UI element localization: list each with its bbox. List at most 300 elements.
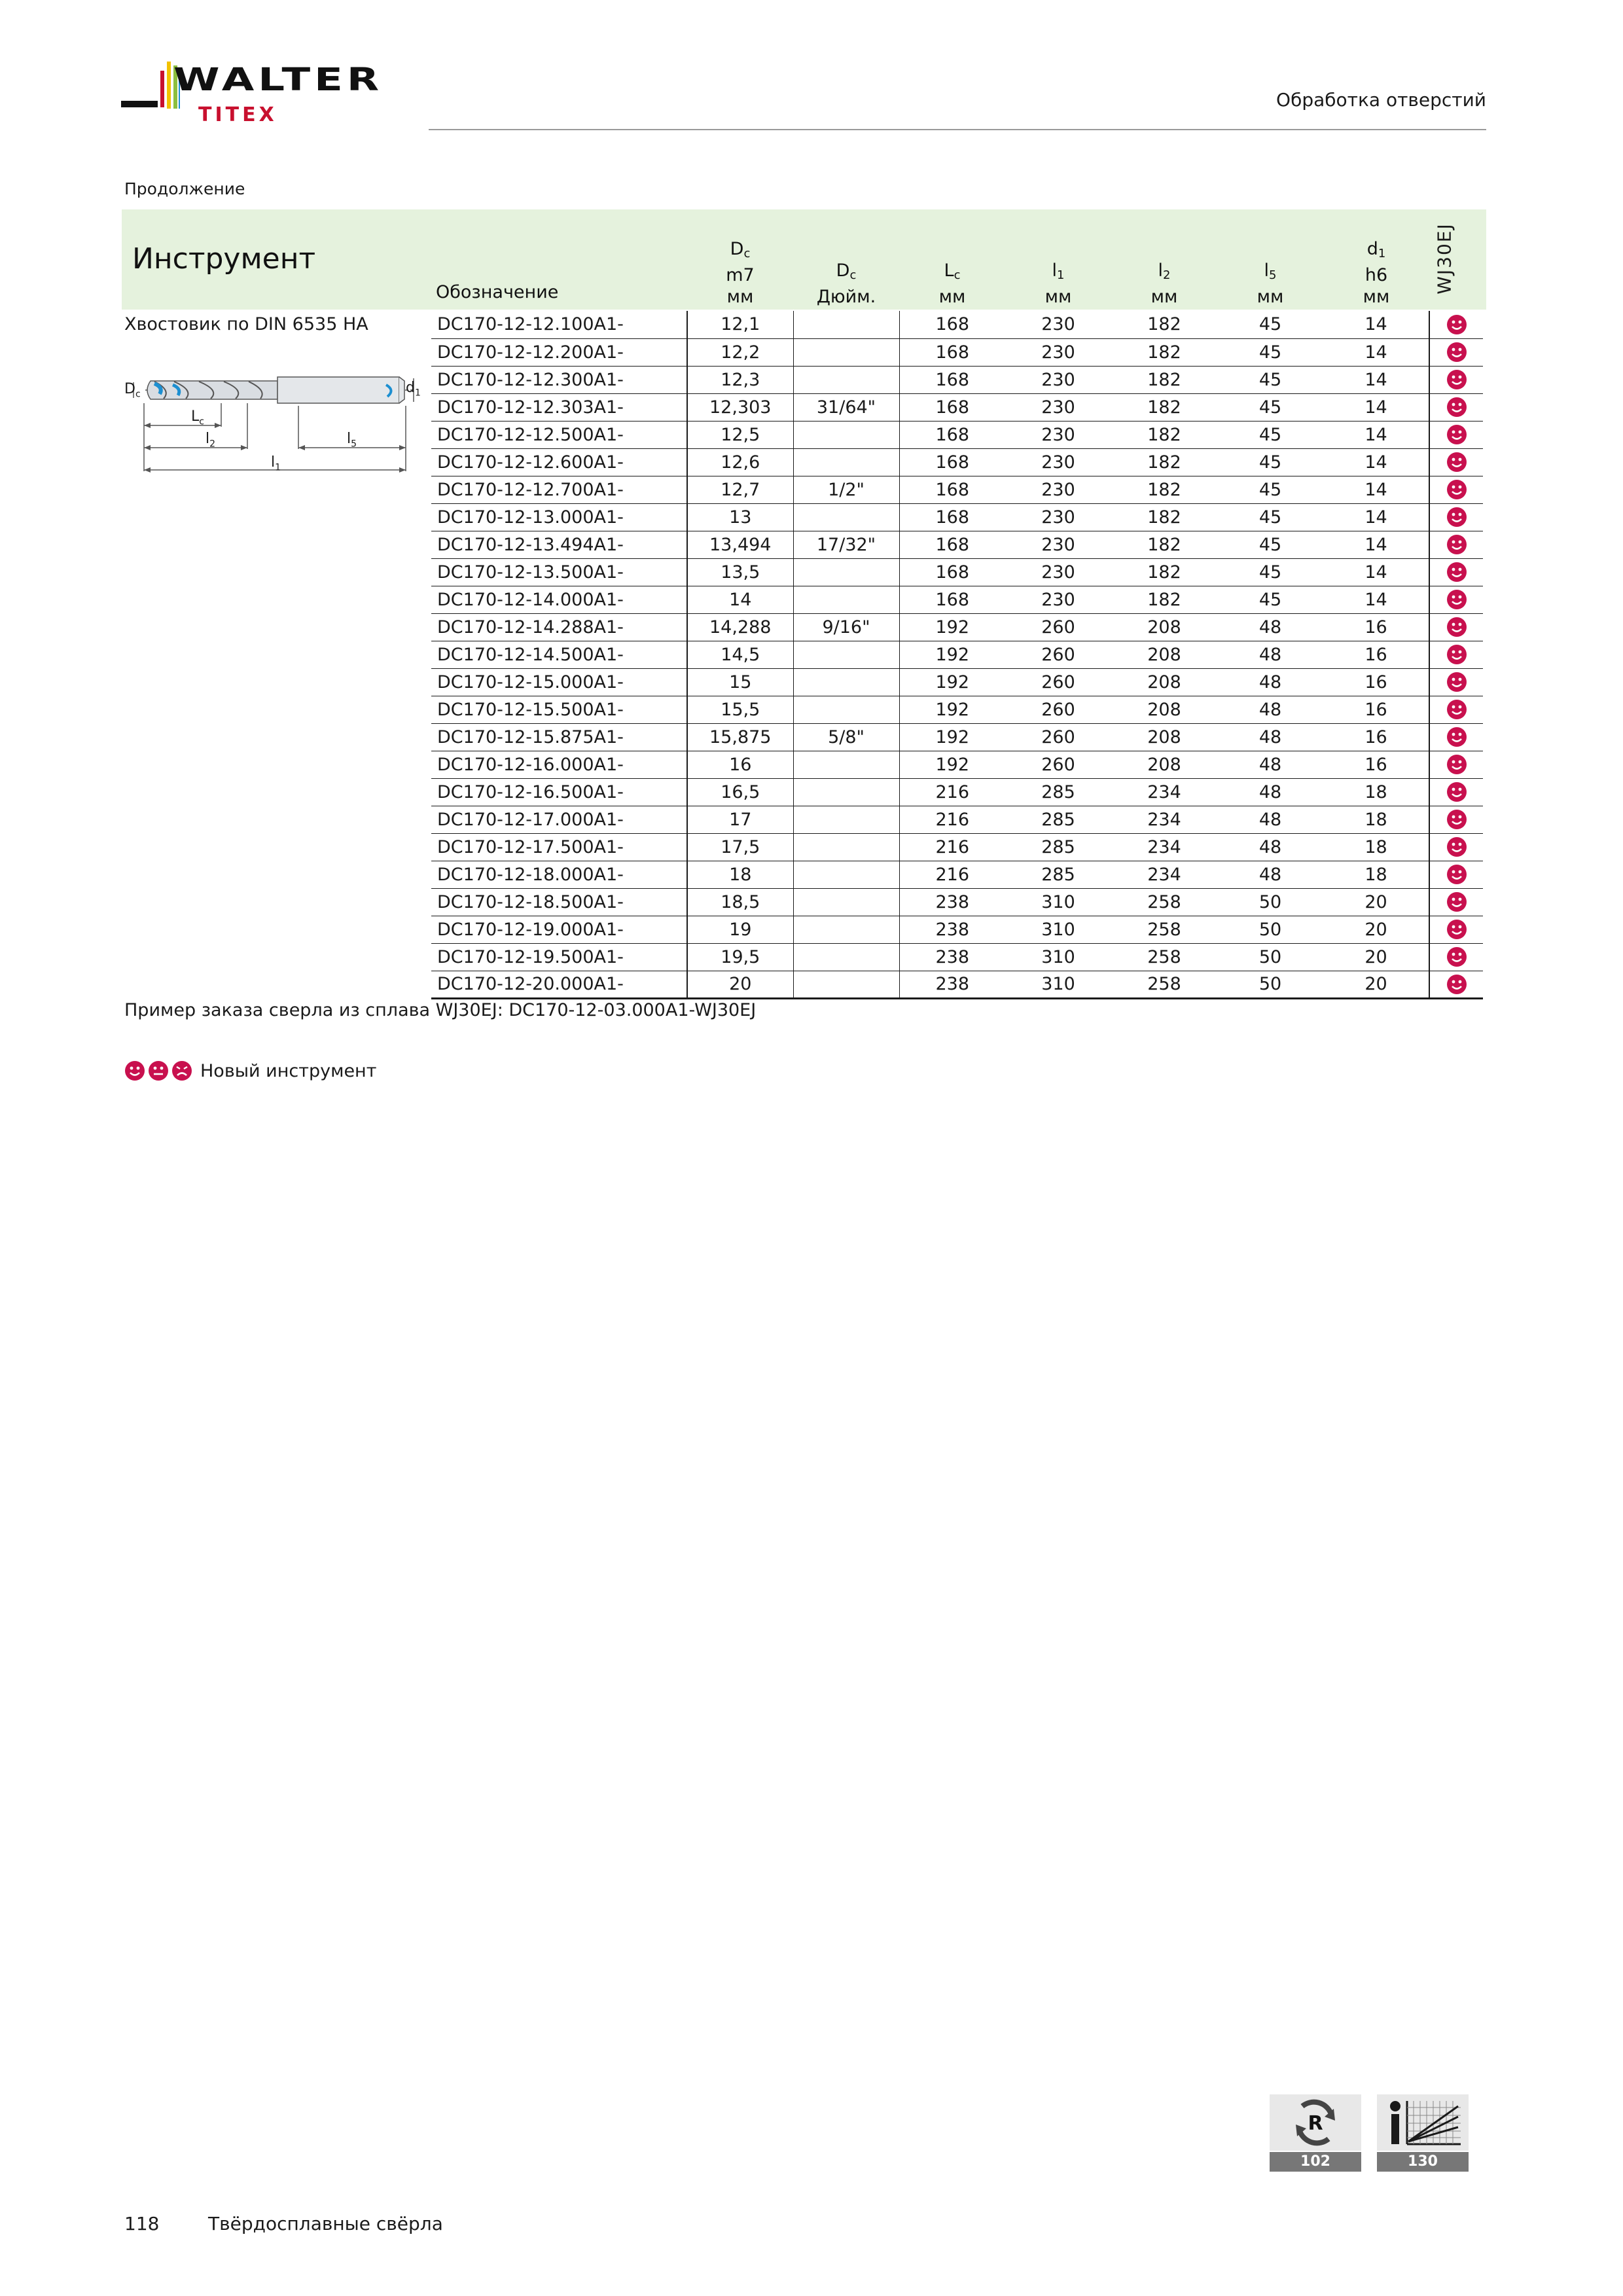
- cell-dc-metric: 17,5: [687, 833, 793, 861]
- diagram-label-dc: $D_c$: [124, 381, 141, 400]
- cell-l2: 182: [1111, 448, 1217, 476]
- cell-availability: [1429, 531, 1483, 558]
- cell-designation: DC170-12-14.288A1-: [431, 613, 687, 641]
- cell-l2: 234: [1111, 861, 1217, 888]
- cell-d1: 20: [1323, 916, 1429, 943]
- cell-lc: 168: [899, 366, 1005, 393]
- legend: [124, 1060, 376, 1081]
- cell-lc: 168: [899, 503, 1005, 531]
- cell-dc-metric: 16,5: [687, 778, 793, 806]
- cell-d1: 14: [1323, 338, 1429, 366]
- column-header-d1: $d_1$ h6 мм: [1363, 239, 1390, 307]
- cell-d1: 14: [1323, 311, 1429, 338]
- info-chart-page-ref[interactable]: 130: [1377, 2152, 1469, 2172]
- cell-dc-inch: [793, 778, 899, 806]
- cell-dc-inch: [793, 696, 899, 723]
- cell-l5: 48: [1217, 641, 1323, 668]
- cell-dc-metric: 16: [687, 751, 793, 778]
- cell-dc-metric: 14: [687, 586, 793, 613]
- cell-dc-inch: 1/2": [793, 476, 899, 503]
- cell-l2: 258: [1111, 916, 1217, 943]
- cell-l2: 182: [1111, 531, 1217, 558]
- cell-l2: 208: [1111, 696, 1217, 723]
- cell-l1: 230: [1005, 531, 1111, 558]
- cell-d1: 14: [1323, 448, 1429, 476]
- table-row: [431, 696, 1483, 723]
- smile-icon: [1446, 424, 1467, 445]
- cell-l2: 234: [1111, 778, 1217, 806]
- cell-availability: [1429, 723, 1483, 751]
- cell-l1: 285: [1005, 861, 1111, 888]
- table-row: [431, 503, 1483, 531]
- column-header-l2: $l_2$ мм: [1150, 260, 1178, 307]
- cell-l1: 260: [1005, 613, 1111, 641]
- cell-l1: 285: [1005, 778, 1111, 806]
- cell-d1: 14: [1323, 558, 1429, 586]
- cell-d1: 14: [1323, 476, 1429, 503]
- cell-dc-metric: 19,5: [687, 943, 793, 971]
- table-row: [431, 861, 1483, 888]
- cell-l5: 45: [1217, 366, 1323, 393]
- cell-lc: 216: [899, 778, 1005, 806]
- cell-designation: DC170-12-16.000A1-: [431, 751, 687, 778]
- regrind-icon: [1270, 2094, 1361, 2151]
- cell-dc-metric: 13,494: [687, 531, 793, 558]
- cell-dc-metric: 12,303: [687, 393, 793, 421]
- column-header-l5: $l_5$ мм: [1257, 260, 1284, 307]
- cell-l2: 182: [1111, 558, 1217, 586]
- cell-availability: [1429, 448, 1483, 476]
- cell-dc-metric: 18: [687, 861, 793, 888]
- cell-d1: 16: [1323, 751, 1429, 778]
- table-row: [431, 448, 1483, 476]
- cell-l5: 45: [1217, 448, 1323, 476]
- column-header-dc-metric: $D_c$ m7 мм: [726, 239, 755, 307]
- cell-dc-inch: 9/16": [793, 613, 899, 641]
- cell-l2: 182: [1111, 586, 1217, 613]
- cell-dc-inch: [793, 503, 899, 531]
- cell-l1: 230: [1005, 476, 1111, 503]
- smile-icon: [1446, 891, 1467, 912]
- table-row: [431, 778, 1483, 806]
- table-row: [431, 641, 1483, 668]
- smile-icon: [1446, 314, 1467, 335]
- cell-l1: 285: [1005, 806, 1111, 833]
- cell-dc-inch: 17/32": [793, 531, 899, 558]
- cell-dc-inch: [793, 833, 899, 861]
- smile-icon: [1446, 452, 1467, 473]
- smile-icon: [1446, 589, 1467, 610]
- cell-lc: 168: [899, 476, 1005, 503]
- table-row: [431, 971, 1483, 998]
- cell-availability: [1429, 558, 1483, 586]
- regrind-letter: R: [1308, 2112, 1323, 2135]
- table-row: [431, 888, 1483, 916]
- cell-l1: 260: [1005, 641, 1111, 668]
- order-example: Пример заказа сверла из сплава WJ30EJ: DC170-12-03.000A1-WJ30EJ: [124, 1000, 757, 1020]
- cell-l2: 208: [1111, 668, 1217, 696]
- smile-icon: [1446, 562, 1467, 583]
- table-row: [431, 916, 1483, 943]
- diagram-label-l2: $l_2$: [205, 431, 216, 450]
- cell-dc-metric: 12,3: [687, 366, 793, 393]
- smile-icon: [1446, 699, 1467, 720]
- cell-l1: 260: [1005, 723, 1111, 751]
- cell-lc: 238: [899, 943, 1005, 971]
- cell-availability: [1429, 751, 1483, 778]
- cell-designation: DC170-12-17.500A1-: [431, 833, 687, 861]
- cell-d1: 16: [1323, 613, 1429, 641]
- diagram-label-l5: $l_5$: [347, 431, 357, 450]
- diagram-label-l1: $l_1$: [271, 454, 281, 473]
- cell-availability: [1429, 641, 1483, 668]
- cell-dc-inch: [793, 943, 899, 971]
- cell-d1: 14: [1323, 531, 1429, 558]
- cell-dc-metric: 15: [687, 668, 793, 696]
- cell-lc: 192: [899, 696, 1005, 723]
- cell-designation: DC170-12-20.000A1-: [431, 971, 687, 998]
- cell-l5: 50: [1217, 916, 1323, 943]
- table-row: [431, 393, 1483, 421]
- cell-designation: DC170-12-19.000A1-: [431, 916, 687, 943]
- cell-l1: 230: [1005, 311, 1111, 338]
- cell-l1: 310: [1005, 916, 1111, 943]
- cell-lc: 168: [899, 338, 1005, 366]
- cell-lc: 168: [899, 558, 1005, 586]
- cell-l1: 230: [1005, 366, 1111, 393]
- cell-dc-metric: 13,5: [687, 558, 793, 586]
- header-section-title: Обработка отверстий: [1276, 89, 1486, 111]
- cell-availability: [1429, 338, 1483, 366]
- cell-lc: 168: [899, 421, 1005, 448]
- cell-dc-metric: 12,1: [687, 311, 793, 338]
- cell-d1: 20: [1323, 971, 1429, 998]
- cell-l1: 260: [1005, 696, 1111, 723]
- legend-text: Новый инструмент: [200, 1060, 377, 1081]
- cell-availability: [1429, 311, 1483, 338]
- cell-l5: 45: [1217, 558, 1323, 586]
- cell-dc-metric: 12,5: [687, 421, 793, 448]
- smile-icon: [1446, 864, 1467, 885]
- cell-availability: [1429, 778, 1483, 806]
- cell-d1: 18: [1323, 778, 1429, 806]
- footer-title: Твёрдосплавные свёрла: [208, 2213, 443, 2234]
- cell-dc-metric: 14,5: [687, 641, 793, 668]
- section-title: Инструмент: [132, 242, 316, 276]
- cell-l1: 310: [1005, 971, 1111, 998]
- cell-d1: 18: [1323, 861, 1429, 888]
- smile-icon: [1446, 809, 1467, 830]
- cell-availability: [1429, 668, 1483, 696]
- cell-lc: 168: [899, 311, 1005, 338]
- cell-l5: 45: [1217, 531, 1323, 558]
- cell-l2: 208: [1111, 723, 1217, 751]
- cell-dc-inch: [793, 861, 899, 888]
- cell-d1: 14: [1323, 421, 1429, 448]
- drill-table: [431, 311, 1483, 999]
- cell-availability: [1429, 696, 1483, 723]
- smile-icon: [1446, 946, 1467, 967]
- cell-l2: 234: [1111, 806, 1217, 833]
- cell-lc: 216: [899, 806, 1005, 833]
- smile-icon: [1446, 974, 1467, 995]
- cell-lc: 238: [899, 971, 1005, 998]
- cell-dc-metric: 15,5: [687, 696, 793, 723]
- cell-d1: 14: [1323, 503, 1429, 531]
- cell-dc-metric: 19: [687, 916, 793, 943]
- smile-icon: [1446, 919, 1467, 940]
- cell-l1: 310: [1005, 943, 1111, 971]
- table-row: [431, 558, 1483, 586]
- cell-lc: 168: [899, 586, 1005, 613]
- smile-icon: [1446, 479, 1467, 500]
- table-row: [431, 531, 1483, 558]
- cell-designation: DC170-12-12.200A1-: [431, 338, 687, 366]
- cell-dc-inch: 31/64": [793, 393, 899, 421]
- smile-icon: [1446, 617, 1467, 637]
- neutral-icon: [148, 1060, 169, 1081]
- cell-designation: DC170-12-12.500A1-: [431, 421, 687, 448]
- column-header-lc: $L_c$ мм: [938, 260, 966, 307]
- cell-designation: DC170-12-13.494A1-: [431, 531, 687, 558]
- cell-l1: 230: [1005, 586, 1111, 613]
- cell-l5: 48: [1217, 751, 1323, 778]
- cell-d1: 14: [1323, 393, 1429, 421]
- cell-d1: 18: [1323, 806, 1429, 833]
- cell-l2: 258: [1111, 943, 1217, 971]
- cell-lc: 192: [899, 668, 1005, 696]
- logo-subbrand: TITEX: [198, 103, 277, 126]
- cell-dc-metric: 18,5: [687, 888, 793, 916]
- cell-lc: 216: [899, 861, 1005, 888]
- smile-icon: [1446, 726, 1467, 747]
- smile-icon: [1446, 781, 1467, 802]
- cell-designation: DC170-12-12.303A1-: [431, 393, 687, 421]
- cell-availability: [1429, 916, 1483, 943]
- cell-designation: DC170-12-12.100A1-: [431, 311, 687, 338]
- column-header-dc-inch: $D_c$ Дюйм.: [816, 260, 876, 307]
- cell-l2: 182: [1111, 421, 1217, 448]
- cell-l1: 230: [1005, 338, 1111, 366]
- cell-l5: 50: [1217, 943, 1323, 971]
- cell-l1: 285: [1005, 833, 1111, 861]
- smile-icon: [1446, 836, 1467, 857]
- regrind-page-ref[interactable]: 102: [1270, 2152, 1361, 2172]
- cell-l5: 45: [1217, 393, 1323, 421]
- cell-l2: 182: [1111, 311, 1217, 338]
- cell-l5: 45: [1217, 338, 1323, 366]
- cell-dc-metric: 15,875: [687, 723, 793, 751]
- cell-l5: 48: [1217, 696, 1323, 723]
- cell-lc: 238: [899, 888, 1005, 916]
- cell-l5: 45: [1217, 503, 1323, 531]
- cell-dc-metric: 17: [687, 806, 793, 833]
- cell-d1: 16: [1323, 696, 1429, 723]
- cell-availability: [1429, 943, 1483, 971]
- cell-designation: DC170-12-17.000A1-: [431, 806, 687, 833]
- cell-l2: 258: [1111, 971, 1217, 998]
- cell-l5: 48: [1217, 723, 1323, 751]
- cell-d1: 16: [1323, 641, 1429, 668]
- cell-dc-inch: [793, 916, 899, 943]
- cell-lc: 192: [899, 723, 1005, 751]
- cell-l2: 234: [1111, 833, 1217, 861]
- table-row: [431, 943, 1483, 971]
- cell-designation: DC170-12-12.600A1-: [431, 448, 687, 476]
- cell-availability: [1429, 393, 1483, 421]
- smile-icon: [1446, 369, 1467, 390]
- info-chart-reference-tile[interactable]: [1377, 2094, 1469, 2151]
- cell-d1: 18: [1323, 833, 1429, 861]
- smile-icon: [1446, 534, 1467, 555]
- cell-l5: 45: [1217, 311, 1323, 338]
- table-row: [431, 613, 1483, 641]
- cell-availability: [1429, 833, 1483, 861]
- cell-l1: 230: [1005, 448, 1111, 476]
- smile-icon: [1446, 507, 1467, 528]
- continued-label: Продолжение: [124, 179, 245, 198]
- cell-dc-inch: [793, 558, 899, 586]
- cell-availability: [1429, 586, 1483, 613]
- cell-lc: 238: [899, 916, 1005, 943]
- cell-dc-inch: [793, 311, 899, 338]
- cell-dc-metric: 12,6: [687, 448, 793, 476]
- cell-availability: [1429, 366, 1483, 393]
- diagram-label-d1: $d_1$: [406, 380, 421, 399]
- table-row: [431, 338, 1483, 366]
- cell-dc-metric: 12,2: [687, 338, 793, 366]
- info-chart-icon: [1377, 2094, 1469, 2151]
- smile-icon: [1446, 342, 1467, 363]
- cell-availability: [1429, 503, 1483, 531]
- cell-designation: DC170-12-15.500A1-: [431, 696, 687, 723]
- smile-icon: [124, 1060, 145, 1081]
- cell-designation: DC170-12-18.000A1-: [431, 861, 687, 888]
- cell-designation: DC170-12-18.500A1-: [431, 888, 687, 916]
- cell-designation: DC170-12-16.500A1-: [431, 778, 687, 806]
- drill-diagram: [126, 347, 427, 484]
- cell-l5: 48: [1217, 613, 1323, 641]
- frown-icon: [171, 1060, 192, 1081]
- cell-availability: [1429, 421, 1483, 448]
- logo-bars-icon: [121, 58, 180, 133]
- column-header-designation: Обозначение: [436, 282, 559, 302]
- cell-l2: 182: [1111, 476, 1217, 503]
- cell-d1: 14: [1323, 366, 1429, 393]
- column-header-l1: $l_1$ мм: [1044, 260, 1072, 307]
- cell-dc-metric: 13: [687, 503, 793, 531]
- cell-dc-metric: 12,7: [687, 476, 793, 503]
- cell-lc: 216: [899, 833, 1005, 861]
- table-row: [431, 421, 1483, 448]
- cell-designation: DC170-12-14.500A1-: [431, 641, 687, 668]
- table-row: [431, 311, 1483, 338]
- smile-icon: [1446, 672, 1467, 692]
- cell-l5: 48: [1217, 668, 1323, 696]
- cell-dc-metric: 20: [687, 971, 793, 998]
- cell-l2: 182: [1111, 503, 1217, 531]
- cell-l2: 182: [1111, 338, 1217, 366]
- header-divider: [429, 129, 1486, 130]
- cell-l5: 48: [1217, 833, 1323, 861]
- smile-icon: [1446, 644, 1467, 665]
- cell-l1: 260: [1005, 668, 1111, 696]
- cell-l1: 310: [1005, 888, 1111, 916]
- cell-designation: DC170-12-15.875A1-: [431, 723, 687, 751]
- cell-dc-inch: [793, 641, 899, 668]
- cell-dc-inch: [793, 586, 899, 613]
- cell-designation: DC170-12-19.500A1-: [431, 943, 687, 971]
- diagram-label-lc: $L_c$: [191, 408, 204, 427]
- cell-l5: 50: [1217, 971, 1323, 998]
- cell-l1: 230: [1005, 393, 1111, 421]
- cell-lc: 192: [899, 751, 1005, 778]
- cell-l5: 48: [1217, 778, 1323, 806]
- table-row: [431, 751, 1483, 778]
- table-row: [431, 723, 1483, 751]
- cell-lc: 168: [899, 448, 1005, 476]
- cell-l5: 48: [1217, 806, 1323, 833]
- cell-d1: 20: [1323, 943, 1429, 971]
- smile-icon: [1446, 397, 1467, 418]
- cell-dc-inch: [793, 338, 899, 366]
- smile-icon: [1446, 754, 1467, 775]
- cell-dc-inch: 5/8": [793, 723, 899, 751]
- shank-label: Хвостовик по DIN 6535 HA: [124, 314, 368, 334]
- cell-d1: 20: [1323, 888, 1429, 916]
- cell-dc-inch: [793, 751, 899, 778]
- cell-designation: DC170-12-13.000A1-: [431, 503, 687, 531]
- cell-l1: 230: [1005, 503, 1111, 531]
- table-row: [431, 833, 1483, 861]
- table-row: [431, 668, 1483, 696]
- cell-l1: 230: [1005, 558, 1111, 586]
- cell-dc-inch: [793, 421, 899, 448]
- table-row: [431, 366, 1483, 393]
- column-header-grade: WJ30EJ: [1433, 223, 1455, 295]
- cell-lc: 168: [899, 393, 1005, 421]
- cell-l2: 208: [1111, 641, 1217, 668]
- cell-l1: 230: [1005, 421, 1111, 448]
- cell-lc: 192: [899, 613, 1005, 641]
- walter-titex-logo: [121, 58, 402, 133]
- cell-lc: 168: [899, 531, 1005, 558]
- cell-designation: DC170-12-12.700A1-: [431, 476, 687, 503]
- table-row: [431, 476, 1483, 503]
- cell-lc: 192: [899, 641, 1005, 668]
- cell-dc-inch: [793, 668, 899, 696]
- cell-d1: 16: [1323, 668, 1429, 696]
- logo-wordmark: WALTER: [173, 62, 383, 98]
- cell-designation: DC170-12-12.300A1-: [431, 366, 687, 393]
- cell-l5: 45: [1217, 476, 1323, 503]
- cell-designation: DC170-12-14.000A1-: [431, 586, 687, 613]
- cell-l5: 45: [1217, 421, 1323, 448]
- cell-l5: 45: [1217, 586, 1323, 613]
- cell-l5: 50: [1217, 888, 1323, 916]
- cell-dc-inch: [793, 448, 899, 476]
- cell-l2: 208: [1111, 613, 1217, 641]
- cell-dc-inch: [793, 366, 899, 393]
- cell-l2: 208: [1111, 751, 1217, 778]
- cell-dc-inch: [793, 888, 899, 916]
- cell-l2: 258: [1111, 888, 1217, 916]
- cell-availability: [1429, 476, 1483, 503]
- cell-availability: [1429, 861, 1483, 888]
- regrind-reference-tile[interactable]: [1270, 2094, 1361, 2151]
- cell-d1: 14: [1323, 586, 1429, 613]
- cell-l2: 182: [1111, 366, 1217, 393]
